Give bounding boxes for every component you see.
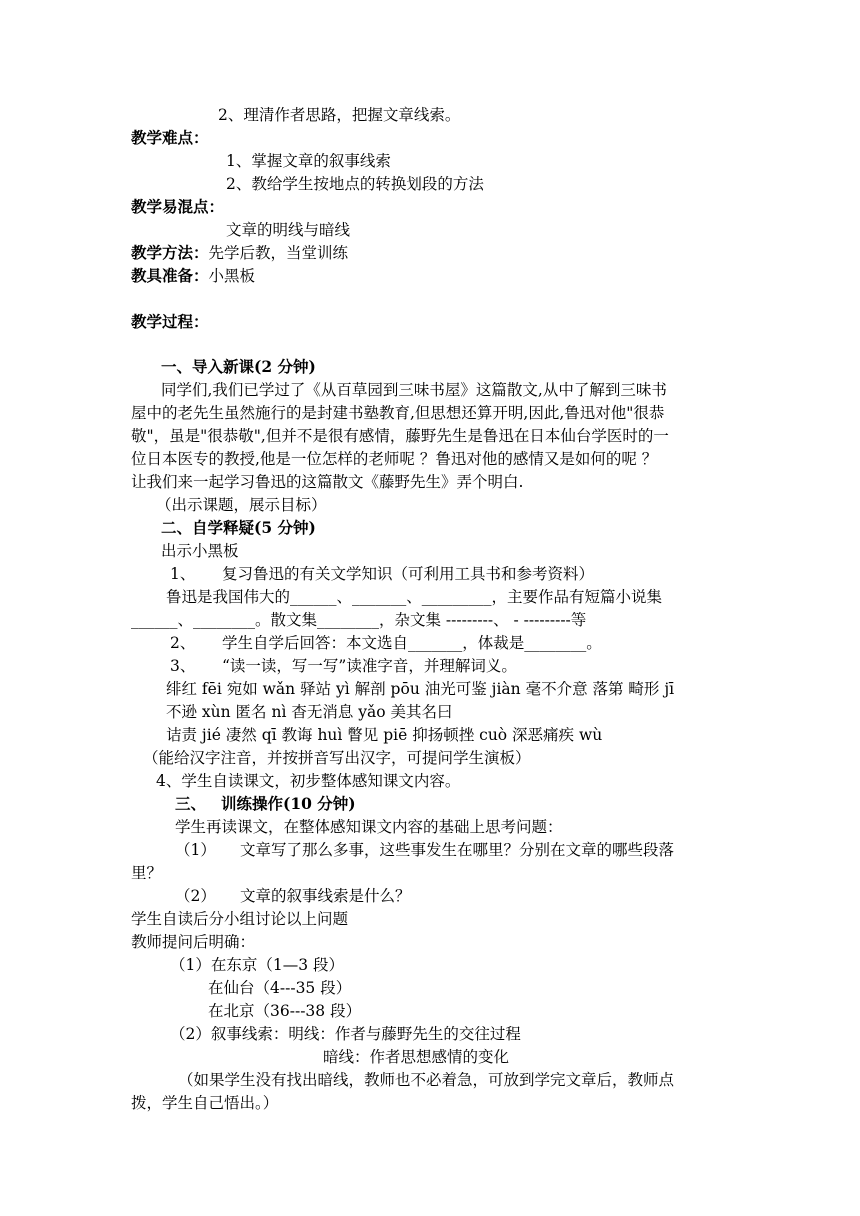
section2-q1-number: 1、	[170, 565, 196, 583]
section2-words-line-3: 诘责 jié 凄然 qī 教诲 huì 瞥见 piē 抑扬顿挫 cuò 深恶痛疾 wù	[166, 726, 603, 744]
section3-answer-1b: 在仙台（4---35 段）	[208, 979, 352, 997]
difficulty-item-2: 2、教给学生按地点的转换划段的方法	[226, 175, 484, 193]
section3-teacher: 教师提问后明确：	[131, 933, 256, 951]
difficulties-heading: 教学难点：	[131, 128, 209, 147]
section3-q2-number: （2）	[175, 887, 216, 905]
section3-title: 训练操作(10 分钟)	[221, 794, 356, 813]
section2-words-note: （能给汉字注音，并按拼音写出汉字，可提问学生演板）	[143, 749, 531, 767]
difficulty-item-1: 1、掌握文章的叙事线索	[226, 152, 391, 170]
section2-q1-text: 复习鲁迅的有关文学知识（可利用工具书和参考资料）	[222, 565, 595, 583]
section1-para-line-1: 同学们,我们已学过了《从百草园到三味书屋》这篇散文,从中了解到三味书	[161, 381, 667, 399]
tools-text: 小黑板	[208, 267, 256, 285]
section2-q2-number: 2、	[170, 634, 196, 652]
section1-para-line-3: 敬"，虽是"很恭敬",但并不是很有感情，藤野先生是鲁迅在日本仙台学医时的一	[131, 427, 669, 445]
section3-q1-continuation: 里？	[131, 864, 163, 882]
section2-words-line-2: 不逊 xùn 匿名 nì 杳无消息 yǎo 美其名曰	[166, 703, 453, 721]
section1-para-line-2: 屋中的老先生虽然施行的是封建书塾教育,但思想还算开明,因此,鲁迅对他"很恭	[131, 404, 665, 422]
method-text: 先学后教，当堂训练	[208, 244, 349, 262]
section1-para-line-4: 位日本医专的教授,他是一位怎样的老师呢 ？鲁迅对他的感情又是如何的呢 ？	[131, 450, 658, 468]
section3-intro: 学生再读课文，在整体感知课文内容的基础上思考问题：	[175, 818, 563, 836]
process-heading: 教学过程：	[131, 312, 209, 331]
section2-intro: 出示小黑板	[161, 542, 239, 560]
section3-number: 三、	[175, 794, 207, 813]
section3-q1-text: 文章写了那么多事，这些事发生在哪里？分别在文章的哪些段落	[240, 841, 675, 859]
confusion-heading: 教学易混点：	[131, 197, 225, 216]
section2-title: 二、自学释疑(5 分钟)	[161, 518, 316, 537]
section3-answer-1c: 在北京（36---38 段）	[208, 1002, 362, 1020]
tools-label: 教具准备：	[131, 266, 209, 285]
method-line	[131, 242, 348, 264]
section2-words-line-1: 绯红 fēi 宛如 wǎn 驿站 yì 解剖 pōu 油光可鉴 jiàn 毫不介意 落第 畸形 jī	[166, 680, 675, 698]
method-label: 教学方法：	[131, 243, 209, 262]
section3-q2-text: 文章的叙事线索是什么？	[240, 887, 411, 905]
section2-q1-blank-line-1: 鲁迅是我国伟大的______、_______、_________，主要作品有短篇小说集	[166, 588, 663, 606]
section2-q4: 4、学生自读课文，初步整体感知课文内容。	[156, 772, 461, 790]
section3-note-line-2: 拨，学生自己悟出。）	[131, 1094, 279, 1112]
section3-discuss: 学生自读后分小组讨论以上问题	[131, 910, 349, 928]
section2-q1-blank-line-2: ______、________。散文集________，杂文集 ---------、 - ---------等	[131, 611, 587, 629]
section2-q2-text: 学生自学后回答：本文选自_______，体裁是________。	[222, 634, 602, 652]
section1-title: 一、导入新课(2 分钟)	[161, 357, 316, 376]
section3-answer-2: （2）叙事线索：明线：作者与藤野先生的交往过程	[170, 1025, 521, 1043]
section2-q3-text: “读一读，写一写”读准字音，并理解词义。	[222, 657, 517, 675]
section1-note: （出示课题，展示目标）	[156, 496, 327, 514]
confusion-text: 文章的明线与暗线	[226, 221, 351, 239]
objective-item-2: 2、理清作者思路，把握文章线索。	[218, 106, 461, 124]
section2-q3-number: 3、	[170, 657, 196, 675]
section3-answer-1: （1）在东京（1—3 段）	[170, 956, 345, 974]
section1-para-line-5: 让我们来一起学习鲁迅的这篇散文《藤野先生》弄个明白.	[131, 473, 524, 491]
section3-q1-number: （1）	[175, 841, 216, 859]
tools-line	[131, 265, 255, 287]
section3-answer-2b: 暗线：作者思想感情的变化	[323, 1048, 510, 1066]
section3-note-line-1: （如果学生没有找出暗线，教师也不必着急，可放到学完文章后，教师点	[178, 1071, 675, 1089]
